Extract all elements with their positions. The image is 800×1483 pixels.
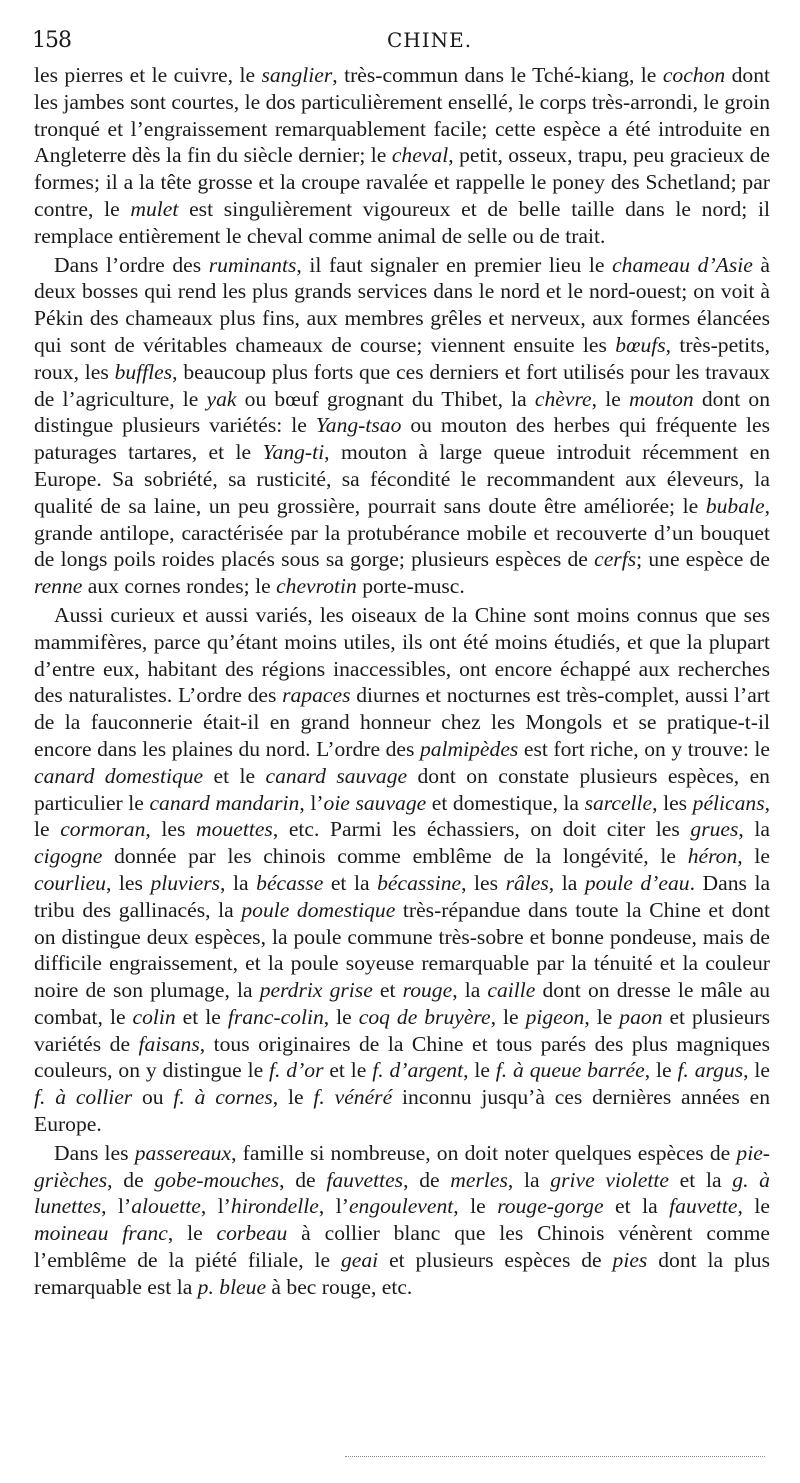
italic-term: moineau franc xyxy=(34,1221,168,1246)
text-run: et le xyxy=(203,763,266,788)
italic-term: f. d’argent xyxy=(372,1058,464,1083)
text-run: inconnu jusqu’à ces dernières années en Europe. xyxy=(34,1085,770,1137)
text-run: ou bœuf grognant du Thibet, la xyxy=(236,386,535,411)
text-run: Aussi curieux et aussi variés, les oiseaux de la Chine sont moins connus que ses mammifères, parce qu’étant moins utiles, ils ont été moins étudiés, et que la plupart d’entre eux, habitant des régions inaccessibles, ont encore échappé aux recherches des naturalistes. L’ordre des xyxy=(34,602,770,708)
text-run: , le xyxy=(167,1221,217,1246)
text-run: , le xyxy=(323,1004,359,1029)
text-run: , de xyxy=(279,1167,327,1192)
italic-term: yak xyxy=(206,386,237,411)
italic-term: canard sauvage xyxy=(265,763,408,788)
text-run: , il faut signaler en premier lieu le xyxy=(296,252,613,277)
text-run: , très-petits, roux, les xyxy=(34,332,770,384)
text-run: , le xyxy=(463,1058,496,1083)
italic-term: perdrix grise xyxy=(259,978,373,1003)
italic-term: poule domestique xyxy=(241,897,396,922)
italic-term: g. à lunettes xyxy=(34,1167,770,1219)
italic-term: alouette xyxy=(131,1194,201,1219)
text-run: , le xyxy=(743,1058,770,1083)
text-run: , le xyxy=(584,1004,620,1029)
italic-term: cigogne xyxy=(34,844,103,869)
text-run: diurnes et nocturnes est très-complet, aussi l’art de la fauconnerie était-il en grand honneur chez les Mongols et se pratique-t-il encore dans les plaines du nord. L’ordre des xyxy=(34,683,770,761)
italic-term: renne xyxy=(34,574,83,599)
text-run: , beaucoup plus forts que ces derniers et fort utilisés pour les travaux de l’agriculture, le xyxy=(34,359,770,411)
text-run: , l’ xyxy=(101,1194,132,1219)
text-run: et plusieurs espèces de xyxy=(378,1248,613,1273)
italic-term: chèvre xyxy=(534,386,592,411)
italic-term: cheval xyxy=(391,143,449,168)
text-run: les pierres et le cuivre, le xyxy=(34,63,262,87)
italic-term: rouge xyxy=(402,978,453,1003)
text-run: , le xyxy=(591,386,629,411)
text-run: , le xyxy=(644,1058,678,1083)
italic-term: héron xyxy=(687,844,738,869)
paragraph xyxy=(34,252,770,600)
italic-term: courlieu xyxy=(34,870,106,895)
text-run: et le xyxy=(323,1058,373,1083)
italic-term: geai xyxy=(340,1248,379,1273)
text-run: , le xyxy=(737,844,770,869)
italic-term: rapaces xyxy=(282,683,351,708)
italic-term: colin xyxy=(132,1004,176,1029)
text-run: , les xyxy=(652,790,693,815)
text-run: et la xyxy=(323,870,378,895)
text-run: , etc. Parmi les échassiers, on doit citer les xyxy=(272,817,691,842)
text-run: et plusieurs variétés de xyxy=(34,1004,771,1056)
text-run: , les xyxy=(145,817,197,842)
italic-term: canard mandarin xyxy=(149,790,300,815)
page-number: 158 xyxy=(32,28,71,53)
text-run: , famille si nombreuse, on doit noter quelques espèces de xyxy=(231,1140,737,1165)
text-run: est singulièrement vigoureux et de belle taille dans le nord; il remplace entièrement le cheval comme animal de selle ou de trait. xyxy=(34,196,770,248)
italic-term: caille xyxy=(487,978,536,1003)
text-run: dont on distingue plusieurs variétés: le xyxy=(34,386,771,438)
italic-term: f. d’or xyxy=(269,1058,324,1083)
italic-term: bœufs xyxy=(615,332,666,357)
italic-term: mulet xyxy=(130,196,179,221)
italic-term: oie sauvage xyxy=(323,790,427,815)
running-title: CHINE. xyxy=(387,28,473,52)
italic-term: râles xyxy=(505,870,549,895)
italic-term: p. bleue xyxy=(197,1274,267,1299)
italic-term: Yang-ti xyxy=(262,440,325,465)
italic-term: sanglier xyxy=(261,63,333,87)
text-run: , très-commun dans le Tché-kiang, le xyxy=(332,63,663,87)
italic-term: canard domestique xyxy=(34,763,204,788)
text-run: Dans les xyxy=(54,1140,135,1165)
italic-term: ruminants xyxy=(208,252,297,277)
text-run: et xyxy=(372,978,403,1003)
text-run: , grande antilope, caractérisée par la protubérance mobile et recouverte d’un bouquet de longs poils roides placés sous sa gorge; plusieurs espèces de xyxy=(34,493,770,572)
text-run: , le xyxy=(490,1004,526,1029)
italic-term: bécasse xyxy=(256,870,324,895)
italic-term: grues xyxy=(690,817,739,842)
text-run: , les xyxy=(105,870,151,895)
text-run: , le xyxy=(453,1194,498,1219)
italic-term: f. vénéré xyxy=(313,1085,393,1110)
italic-term: pélicans xyxy=(692,790,765,815)
italic-term: mouton xyxy=(628,386,694,411)
italic-term: f. à collier xyxy=(34,1085,133,1110)
text-run: , les xyxy=(461,870,506,895)
italic-term: sarcelle xyxy=(584,790,653,815)
text-run: , la xyxy=(452,978,488,1003)
italic-term: corbeau xyxy=(216,1221,288,1246)
italic-term: rouge-gorge xyxy=(497,1194,604,1219)
body-text xyxy=(34,62,770,1301)
italic-term: hirondelle xyxy=(230,1194,319,1219)
italic-term: fauvettes xyxy=(326,1167,404,1192)
italic-term: f. argus xyxy=(677,1058,744,1083)
text-run: aux cornes rondes; le xyxy=(82,574,277,599)
italic-term: cochon xyxy=(662,63,726,87)
italic-term: f. à cornes xyxy=(173,1085,273,1110)
italic-term: coq de bruyère xyxy=(358,1004,491,1029)
page-header xyxy=(32,28,772,58)
text-run: et la xyxy=(668,1167,733,1192)
text-run: dont on dresse le mâle au combat, le xyxy=(34,978,770,1029)
text-run: , de xyxy=(403,1167,451,1192)
paragraph xyxy=(34,602,770,1138)
text-run: , la xyxy=(548,870,585,895)
text-run: ; une espèce de xyxy=(636,547,770,572)
italic-term: bubale xyxy=(705,493,765,518)
italic-term: poule d’eau xyxy=(584,870,690,895)
italic-term: chameau d’Asie xyxy=(612,252,753,277)
italic-term: passereaux xyxy=(134,1140,232,1165)
text-run: , la xyxy=(220,870,257,895)
paragraph xyxy=(34,62,770,250)
text-run: ou xyxy=(132,1085,174,1110)
text-run: donnée par les chinois comme emblême de la longévité, le xyxy=(102,844,688,869)
text-run: , petit, osseux, trapu, peu gracieux de formes; il a la tête grosse et la croupe ravalée et rappelle le poney des Schetland; par contre, le xyxy=(34,143,770,221)
text-run: porte-musc. xyxy=(356,574,465,599)
text-run: à collier blanc que les Chinois vénèrent comme l’emblême de la piété filiale, le xyxy=(34,1221,770,1273)
italic-term: franc-colin xyxy=(227,1004,324,1029)
text-run: ou mouton des herbes qui fréquente les paturages tartares, et le xyxy=(34,413,770,465)
italic-term: palmipèdes xyxy=(419,736,519,761)
italic-term: merles xyxy=(450,1167,508,1192)
paragraph xyxy=(34,1140,770,1301)
italic-term: pluviers xyxy=(150,870,221,895)
italic-term: faisans xyxy=(138,1031,200,1056)
italic-term: fauvette xyxy=(669,1194,738,1219)
text-run: , l’ xyxy=(299,790,324,815)
italic-term: Yang-tsao xyxy=(315,413,402,438)
text-run: Dans l’ordre des xyxy=(54,252,209,277)
footer-dotted-rule xyxy=(345,1456,765,1457)
italic-term: gobe-mouches xyxy=(154,1167,280,1192)
text-run: et le xyxy=(175,1004,228,1029)
text-run: , l’ xyxy=(200,1194,231,1219)
italic-term: mouettes xyxy=(196,817,273,842)
text-run: , tous originaires de la Chine et tous parés des plus magniques couleurs, on y distingue le xyxy=(34,1031,770,1083)
text-run: et domestique, la xyxy=(426,790,585,815)
italic-term: pigeon xyxy=(525,1004,585,1029)
text-run: à bec rouge, etc. xyxy=(266,1274,413,1299)
italic-term: cerfs xyxy=(594,547,637,572)
text-run: , le xyxy=(34,790,771,842)
text-run: dont on constate plusieurs espèces, en particulier le xyxy=(34,763,770,815)
text-run: , de xyxy=(107,1167,155,1192)
text-run: est fort riche, on y trouve: le xyxy=(518,736,770,761)
text-run: , la xyxy=(738,817,771,842)
text-run: , le xyxy=(272,1085,314,1110)
text-run: . Dans la tribu des gallinacés, la xyxy=(34,870,771,922)
text-run: très-répandue dans toute la Chine et dont on distingue deux espèces, la poule commune très-sobre et bonne pondeuse, mais de difficile engraissement, et la poule soyeuse remarquable par la ténuité et la couleur noire de son plumage, la xyxy=(34,897,770,1003)
italic-term: chevrotin xyxy=(276,574,357,599)
italic-term: f. à queue barrée xyxy=(495,1058,645,1083)
italic-term: engoulevent xyxy=(348,1194,454,1219)
italic-term: cormoran xyxy=(60,817,146,842)
italic-term: paon xyxy=(619,1004,663,1029)
italic-term: pies xyxy=(612,1248,648,1273)
italic-term: pie-grièches xyxy=(34,1140,770,1192)
text-run: , le xyxy=(737,1194,770,1219)
text-run: , mouton à large queue introduit récemment en Europe. Sa sobriété, sa rusticité, sa fécondité le recommandent aux éleveurs, la qualité de sa laine, un peu grossière, pourrait sans doute être améliorée; le xyxy=(34,440,770,518)
text-run: dont les jambes sont courtes, le dos particulièrement ensellé, le corps très-arrondi, le groin tronqué et l’engraissement remarquablement facile; cette espèce a été introduite en Angleterre dès la fin du siècle dernier; le xyxy=(34,63,771,168)
italic-term: bécassine xyxy=(377,870,462,895)
text-run: , l’ xyxy=(318,1194,349,1219)
text-run: dont la plus remarquable est la xyxy=(34,1248,770,1299)
text-run: à deux bosses qui rend les plus grands services dans le nord et le nord-ouest; on voit à Pékin des chameaux plus fins, aux membres grêles et nerveux, aux formes élancées qui sont de véritables chameaux de course; viennent ensuite les xyxy=(34,252,771,357)
text-run: et la xyxy=(603,1194,670,1219)
italic-term: buffles xyxy=(114,359,173,384)
italic-term: grive violette xyxy=(550,1167,669,1192)
text-run: , la xyxy=(507,1167,551,1192)
